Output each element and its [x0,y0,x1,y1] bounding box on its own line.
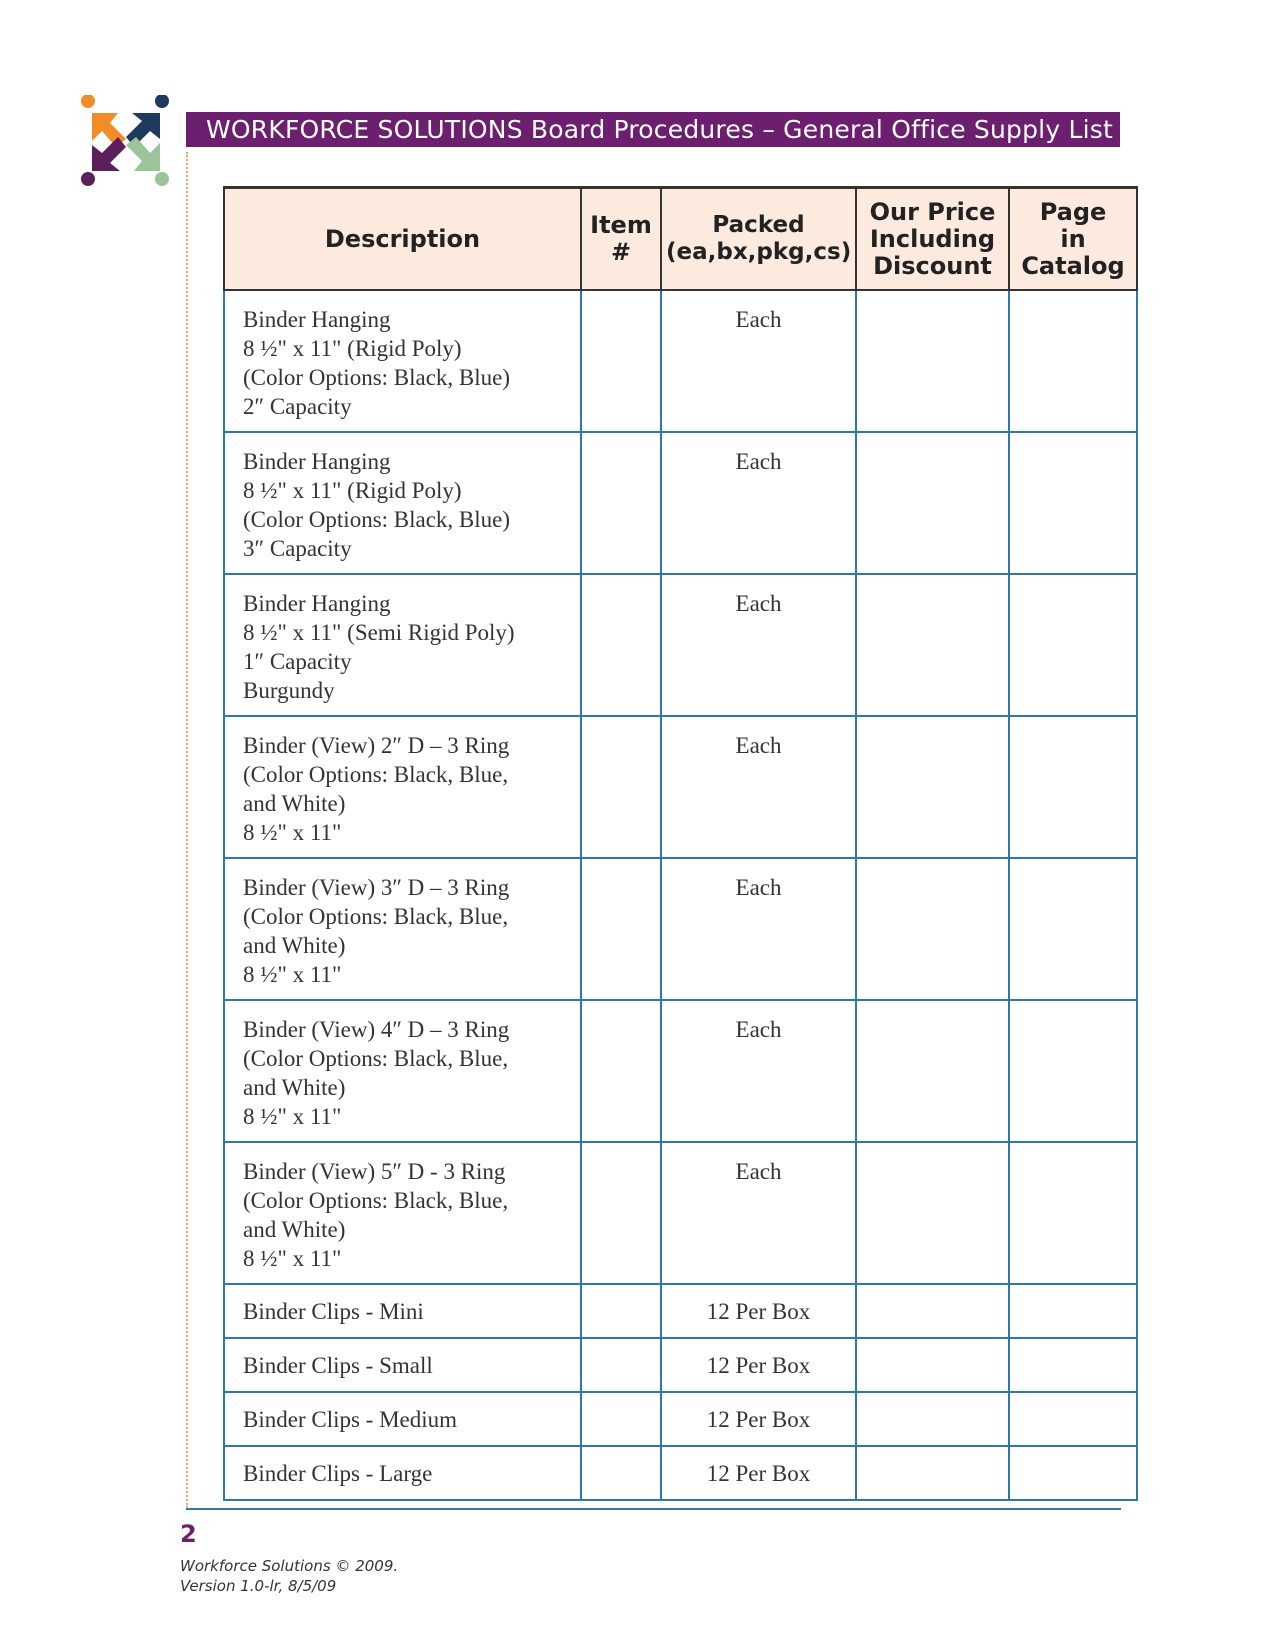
page-number: 2 [180,1520,197,1548]
description-line: Binder Hanging [243,307,391,332]
description-line: 3″ Capacity [243,536,352,561]
cell-page-in-catalog [1009,1142,1137,1284]
cell-description [224,432,581,574]
cell-packed: Each [661,716,856,858]
table-header-row [224,188,1137,291]
cell-our-price [856,1446,1009,1500]
description-line: 1″ Capacity [243,649,352,674]
table-row [224,1284,1137,1338]
cell-our-price [856,858,1009,1000]
cell-packed: Each [661,574,856,716]
cell-description [224,574,581,716]
cell-description [224,290,581,432]
table-row [224,574,1137,716]
column-header-page-in-catalog: Page in Catalog [1009,188,1137,291]
cell-our-price [856,290,1009,432]
table-row [224,290,1137,432]
cell-description [224,1284,581,1338]
cell-packed: Each [661,1000,856,1142]
description-line: Binder Clips - Mini [243,1298,424,1324]
cell-description [224,716,581,858]
margin-dotted-line [186,152,188,1508]
cell-our-price [856,1338,1009,1392]
description-line: (Color Options: Black, Blue) [243,365,511,390]
workforce-solutions-logo-icon [80,95,180,195]
column-header-description: Description [224,188,581,291]
cell-our-price [856,1000,1009,1142]
footer-version: Version 1.0-lr, 8/5/09 [180,1577,337,1595]
cell-item-number [581,1338,661,1392]
table-row [224,1338,1137,1392]
cell-item-number [581,290,661,432]
cell-packed: 12 Per Box [661,1446,856,1500]
cell-our-price [856,716,1009,858]
cell-page-in-catalog [1009,1446,1137,1500]
cell-item-number [581,432,661,574]
description-line: 8 ½" x 11" (Rigid Poly) [243,336,462,361]
description-line: and White) [243,791,346,816]
description-line: (Color Options: Black, Blue, [243,1046,509,1071]
cell-description [224,1000,581,1142]
cell-packed: 12 Per Box [661,1338,856,1392]
cell-page-in-catalog [1009,716,1137,858]
cell-page-in-catalog [1009,290,1137,432]
cell-description [224,1392,581,1446]
cell-item-number [581,1284,661,1338]
cell-packed: Each [661,1142,856,1284]
table-row [224,1392,1137,1446]
cell-page-in-catalog [1009,1338,1137,1392]
description-line: (Color Options: Black, Blue) [243,507,511,532]
cell-description [224,1446,581,1500]
cell-packed: Each [661,858,856,1000]
cell-item-number [581,858,661,1000]
description-line: (Color Options: Black, Blue, [243,762,509,787]
description-line: Binder Hanging [243,449,391,474]
document-title: WORKFORCE SOLUTIONS Board Procedures – General Office Supply List [206,115,1113,144]
description-line: Binder (View) 5″ D - 3 Ring [243,1159,506,1184]
table-row [224,432,1137,574]
cell-item-number [581,1000,661,1142]
description-line: and White) [243,933,346,958]
description-line: 8 ½" x 11" [243,1246,342,1271]
description-line: Binder (View) 3″ D – 3 Ring [243,875,510,900]
cell-item-number [581,1446,661,1500]
cell-item-number [581,1142,661,1284]
footer-text [180,1556,398,1596]
description-line: 8 ½" x 11" [243,1104,342,1129]
cell-page-in-catalog [1009,574,1137,716]
column-header-our-price: Our Price Including Discount [856,188,1009,291]
footer-rule [186,1508,1121,1510]
cell-item-number [581,1392,661,1446]
description-line: (Color Options: Black, Blue, [243,1188,509,1213]
cell-our-price [856,1392,1009,1446]
column-header-packed: Packed (ea,bx,pkg,cs) [661,188,856,291]
description-line: and White) [243,1217,346,1242]
description-line: and White) [243,1075,346,1100]
cell-page-in-catalog [1009,1392,1137,1446]
cell-packed: 12 Per Box [661,1284,856,1338]
cell-page-in-catalog [1009,858,1137,1000]
description-line: Binder Hanging [243,591,391,616]
cell-item-number [581,574,661,716]
cell-page-in-catalog [1009,1284,1137,1338]
description-line: Burgundy [243,678,335,703]
description-line: (Color Options: Black, Blue, [243,904,509,929]
column-header-item-number: Item # [581,188,661,291]
cell-description [224,858,581,1000]
description-line: Binder (View) 4″ D – 3 Ring [243,1017,510,1042]
table-row [224,858,1137,1000]
cell-description [224,1338,581,1392]
cell-packed: 12 Per Box [661,1392,856,1446]
cell-packed: Each [661,290,856,432]
table-row [224,1142,1137,1284]
description-line: 8 ½" x 11" (Rigid Poly) [243,478,462,503]
footer-copyright: Workforce Solutions © 2009. [180,1557,399,1575]
description-line: 8 ½" x 11" [243,962,342,987]
cell-item-number [581,716,661,858]
table-row [224,1446,1137,1500]
cell-packed: Each [661,432,856,574]
description-line: 8 ½" x 11" (Semi Rigid Poly) [243,620,515,645]
description-line: Binder Clips - Large [243,1460,433,1486]
cell-our-price [856,1142,1009,1284]
cell-page-in-catalog [1009,432,1137,574]
description-line: 2″ Capacity [243,394,352,419]
cell-our-price [856,574,1009,716]
cell-description [224,1142,581,1284]
cell-page-in-catalog [1009,1000,1137,1142]
supply-list-table [223,186,1138,1501]
description-line: Binder (View) 2″ D – 3 Ring [243,733,510,758]
description-line: Binder Clips - Medium [243,1406,458,1432]
table-row [224,716,1137,858]
description-line: 8 ½" x 11" [243,820,342,845]
cell-our-price [856,432,1009,574]
description-line: Binder Clips - Small [243,1352,433,1378]
cell-our-price [856,1284,1009,1338]
table-row [224,1000,1137,1142]
document-header-bar [186,112,1120,147]
